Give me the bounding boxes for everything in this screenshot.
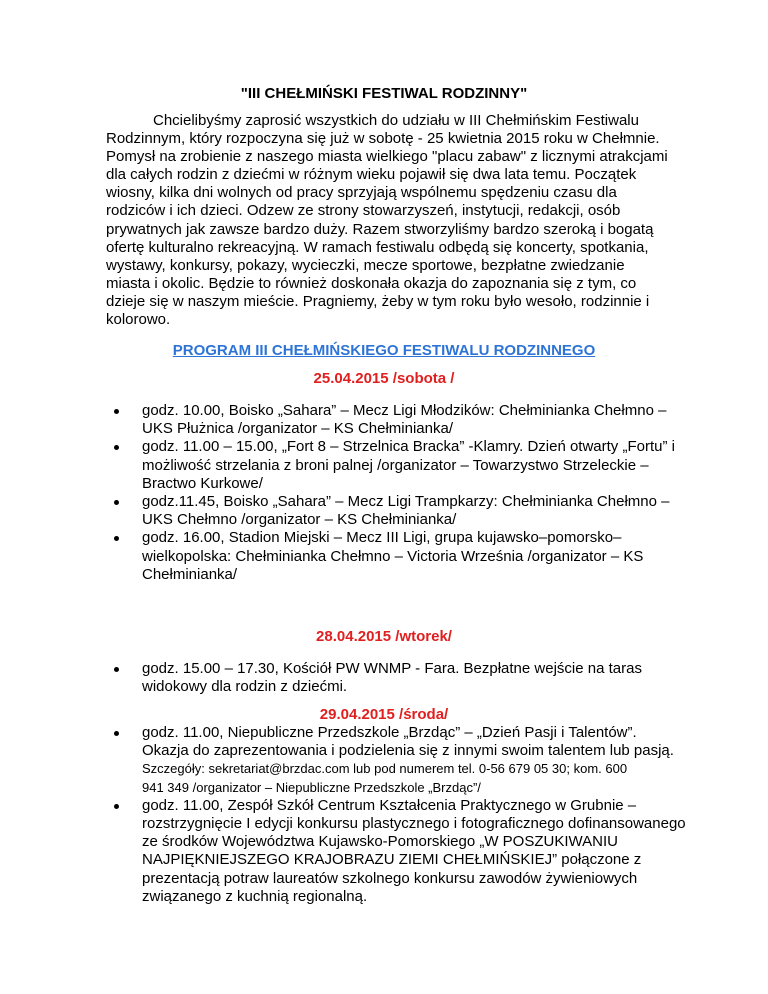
bullet-icon: [114, 731, 119, 736]
item-line: wielkopolska: Chełminianka Chełmno – Victoria Września /organizator – KS: [142, 547, 644, 565]
event-list-day-2: [0, 660, 768, 696]
item-line: NAJPIĘKNIEJSZEGO KRAJOBRAZU ZIEMI CHEŁMIŃSKIEJ” połączone z: [142, 851, 642, 869]
bullet-icon: [114, 409, 119, 414]
item-line: Chełminianka/: [142, 565, 238, 583]
intro-line: rodziców i ich dzieci. Odzew ze strony stowarzyszeń, instytucji, redakcji, osób: [106, 202, 621, 220]
item-line: Szczegóły: sekretariat@brzdac.com lub pod numerem tel. 0-56 679 05 30; kom. 600: [142, 761, 628, 777]
bullet-icon: [114, 500, 119, 505]
item-line: związanego z kuchnią regionalną.: [142, 887, 368, 905]
item-line: widokowy dla rodzin z dziećmi.: [142, 678, 348, 696]
intro-line: kolorowo.: [106, 311, 171, 329]
item-line: UKS Płużnica /organizator – KS Chełminianka/: [142, 420, 453, 438]
item-line: ze środków Województwa Kujawsko-Pomorskiego „W POSZUKIWANIU: [142, 833, 618, 851]
item-line: UKS Chełmno /organizator – KS Chełminianka/: [142, 511, 457, 529]
intro-line: Chcielibyśmy zaprosić wszystkich do udziału w III Chełmińskim Festiwalu: [153, 112, 639, 129]
item-line: Okazja do zaprezentowania i podzielenia się z innymi swoim talentem lub pasją.: [142, 742, 674, 760]
document-title: "III CHEŁMIŃSKI FESTIWAL RODZINNY": [240, 85, 528, 102]
list-item: [0, 660, 768, 696]
intro-line: wiosny, kilka dni wolnych od pracy sprzyjają wspólnemu spędzeniu czasu dla: [106, 184, 617, 202]
list-item: [0, 438, 768, 493]
intro-line: ofertę kulturalno rekreacyjną. W ramach festiwalu odbędą się koncerty, spotkania,: [106, 238, 649, 256]
item-line: godz. 11.00, Niepubliczne Przedszkole „Brzdąc” – „Dzień Pasji i Talentów”.: [142, 724, 637, 741]
item-line: możliwość strzelania z broni palnej /organizator – Towarzystwo Strzeleckie –: [142, 456, 649, 474]
intro-line: Pomysł na zrobienie z naszego miasta wielkiego "placu zabaw" z licznymi atrakcjami: [106, 148, 668, 166]
bullet-icon: [114, 667, 119, 672]
item-line: godz. 11.00, Zespół Szkół Centrum Kształcenia Praktycznego w Grubnie –: [142, 796, 637, 814]
list-item: [0, 402, 768, 438]
date-heading-day-2: 28.04.2015 /wtorek/: [316, 628, 452, 645]
event-list-day-1: [0, 402, 768, 584]
item-line: godz.11.45, Boisko „Sahara” – Mecz Ligi Trampkarzy: Chełminianka Chełmno –: [142, 492, 670, 510]
intro-paragraph: [106, 112, 666, 329]
date-heading-day-1: 25.04.2015 /sobota /: [313, 370, 455, 387]
item-line: 941 349 /organizator – Niepubliczne Przedszkole „Brzdąc”/: [142, 779, 481, 795]
item-line: godz. 16.00, Stadion Miejski – Mecz III Ligi, grupa kujawsko–pomorsko–: [142, 529, 622, 547]
item-line: rozstrzygnięcie I edycji konkursu plastycznego i fotograficznego dofinansowanego: [142, 814, 686, 832]
list-item: [0, 529, 768, 584]
program-title: PROGRAM III CHEŁMIŃSKIEGO FESTIWALU RODZINNEGO: [172, 342, 596, 359]
intro-line: dzieje się w naszym mieście. Pragniemy, żeby w tym roku było wesoło, rodzinnie i: [106, 292, 650, 310]
intro-line: miasta i okolic. Będzie to również doskonała okazja do zapoznania się z tym, co: [106, 274, 637, 292]
item-line: godz. 11.00 – 15.00, „Fort 8 – Strzelnica Bracka” -Klamry. Dzień otwarty „Fortu” i: [142, 438, 675, 456]
list-item: [0, 724, 768, 797]
bullet-icon: [114, 804, 119, 809]
item-line: prezentacją potraw laureatów szkolnego konkursu zawodów żywieniowych: [142, 869, 638, 887]
list-item: [0, 797, 768, 906]
item-line: godz. 15.00 – 17.30, Kościół PW WNMP - Fara. Bezpłatne wejście na taras: [142, 660, 642, 677]
list-item: [0, 493, 768, 529]
intro-line: prywatnych jak zawsze bardzo duży. Razem stworzyliśmy bardzo szeroką i bogatą: [106, 220, 654, 238]
bullet-icon: [114, 445, 119, 450]
bullet-icon: [114, 536, 119, 541]
date-heading-day-3: 29.04.2015 /środa/: [319, 706, 449, 723]
item-line: godz. 10.00, Boisko „Sahara” – Mecz Ligi Młodzików: Chełminianka Chełmno –: [142, 402, 667, 419]
event-list-day-3: [0, 724, 768, 906]
intro-line: dla całych rodzin z dziećmi w różnym wieku pojawił się dwa lata temu. Początek: [106, 166, 637, 184]
intro-line: Rodzinnym, który rozpoczyna się już w sobotę - 25 kwietnia 2015 roku w Chełmnie.: [106, 130, 660, 148]
item-line: Bractwo Kurkowe/: [142, 474, 263, 492]
intro-line: wystawy, konkursy, pokazy, wycieczki, mecze sportowe, bezpłatne zwiedzanie: [106, 256, 625, 274]
